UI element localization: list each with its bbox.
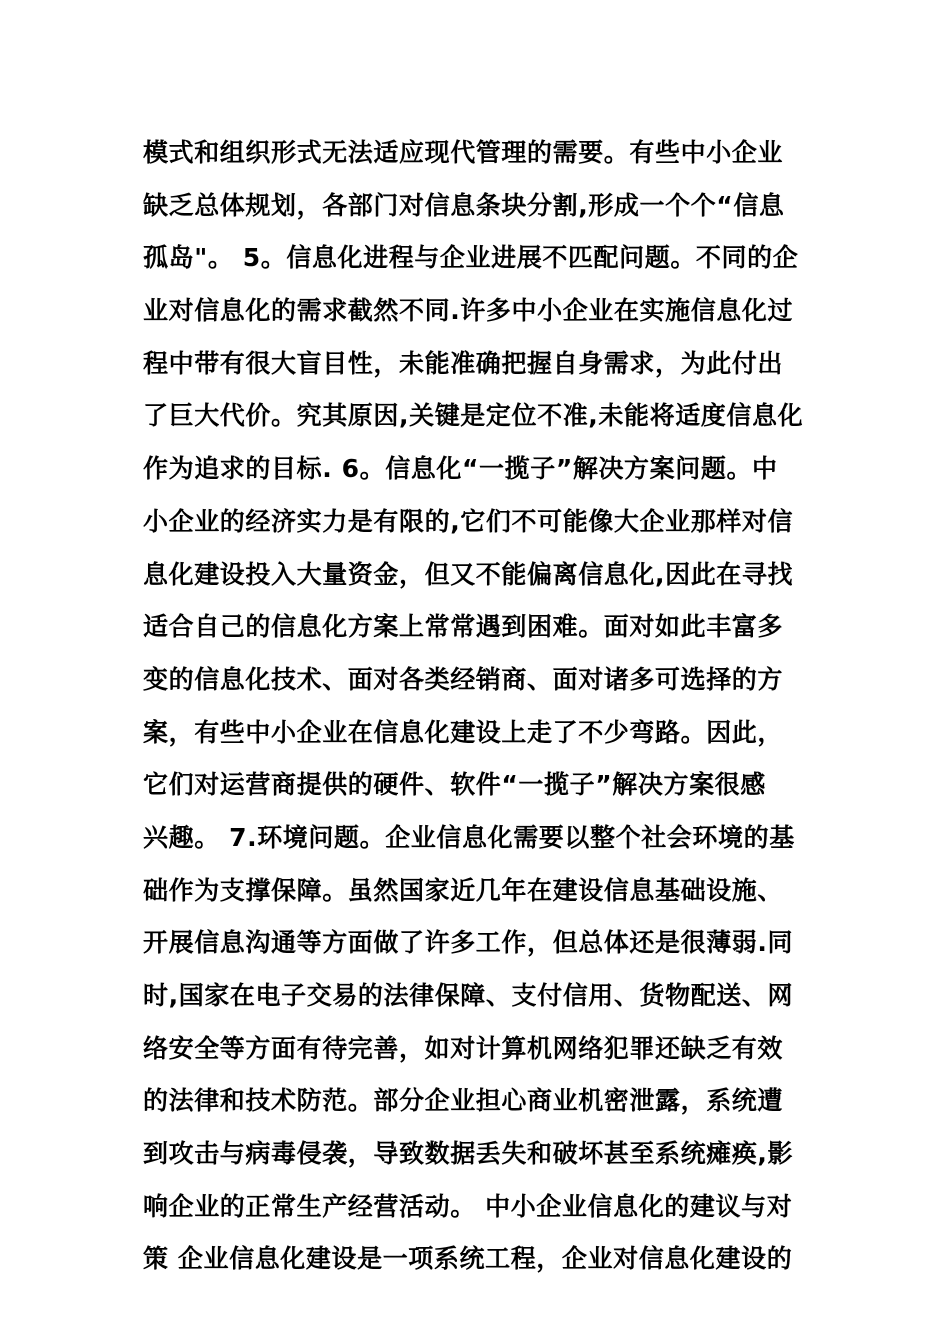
text-line: 案，有些中小企业在信息化建设上走了不少弯路。因此，: [143, 717, 784, 747]
text-line: 变的信息化技术、面对各类经销商、面对诸多可选择的方: [143, 664, 784, 694]
text-line: 小企业的经济实力是有限的,它们不可能像大企业那样对信: [143, 506, 794, 536]
text-line: 兴趣。 7.环境问题。企业信息化需要以整个社会环境的基: [143, 822, 795, 852]
text-line: 开展信息沟通等方面做了许多工作，但总体还是很薄弱.同: [143, 928, 794, 958]
text-line: 到攻击与病毒侵袭，导致数据丢失和破坏甚至系统瘫痪,影: [143, 1139, 794, 1169]
text-line: 孤岛"。 5。信息化进程与企业进展不匹配问题。不同的企: [143, 243, 799, 273]
text-line: 响企业的正常生产经营活动。 中小企业信息化的建议与对: [143, 1191, 793, 1221]
body-text: [143, 127, 823, 1286]
text-line: 础作为支撑保障。虽然国家近几年在建设信息基础设施、: [143, 875, 784, 905]
text-line: 息化建设投入大量资金，但又不能偏离信息化,因此在寻找: [143, 559, 794, 589]
text-line: 程中带有很大盲目性，未能准确把握自身需求，为此付出: [143, 348, 784, 378]
text-line: 络安全等方面有待完善，如对计算机网络犯罪还缺乏有效: [143, 1033, 784, 1063]
text-line: 它们对运营商提供的硬件、软件“一揽子”解决方案很感: [143, 770, 766, 800]
text-line: 了巨大代价。究其原因,关键是定位不准,未能将适度信息化: [143, 401, 804, 431]
text-line: 时,国家在电子交易的法律保障、支付信用、货物配送、网: [143, 981, 794, 1010]
text-line: 模式和组织形式无法适应现代管理的需要。有些中小企业: [143, 138, 784, 167]
text-line: 缺乏总体规划，各部门对信息条块分割,形成一个个“信息: [143, 190, 785, 220]
text-line: 作为追求的目标. 6。信息化“一揽子”解决方案问题。中: [143, 454, 778, 484]
text-line: 的法律和技术防范。部分企业担心商业机密泄露，系统遭: [143, 1086, 784, 1116]
text-line: 业对信息化的需求截然不同.许多中小企业在实施信息化过: [143, 296, 794, 326]
text-line: 策 企业信息化建设是一项系统工程，企业对信息化建设的: [143, 1244, 793, 1274]
text-line: 适合自己的信息化方案上常常遇到困难。面对如此丰富多: [143, 612, 784, 642]
